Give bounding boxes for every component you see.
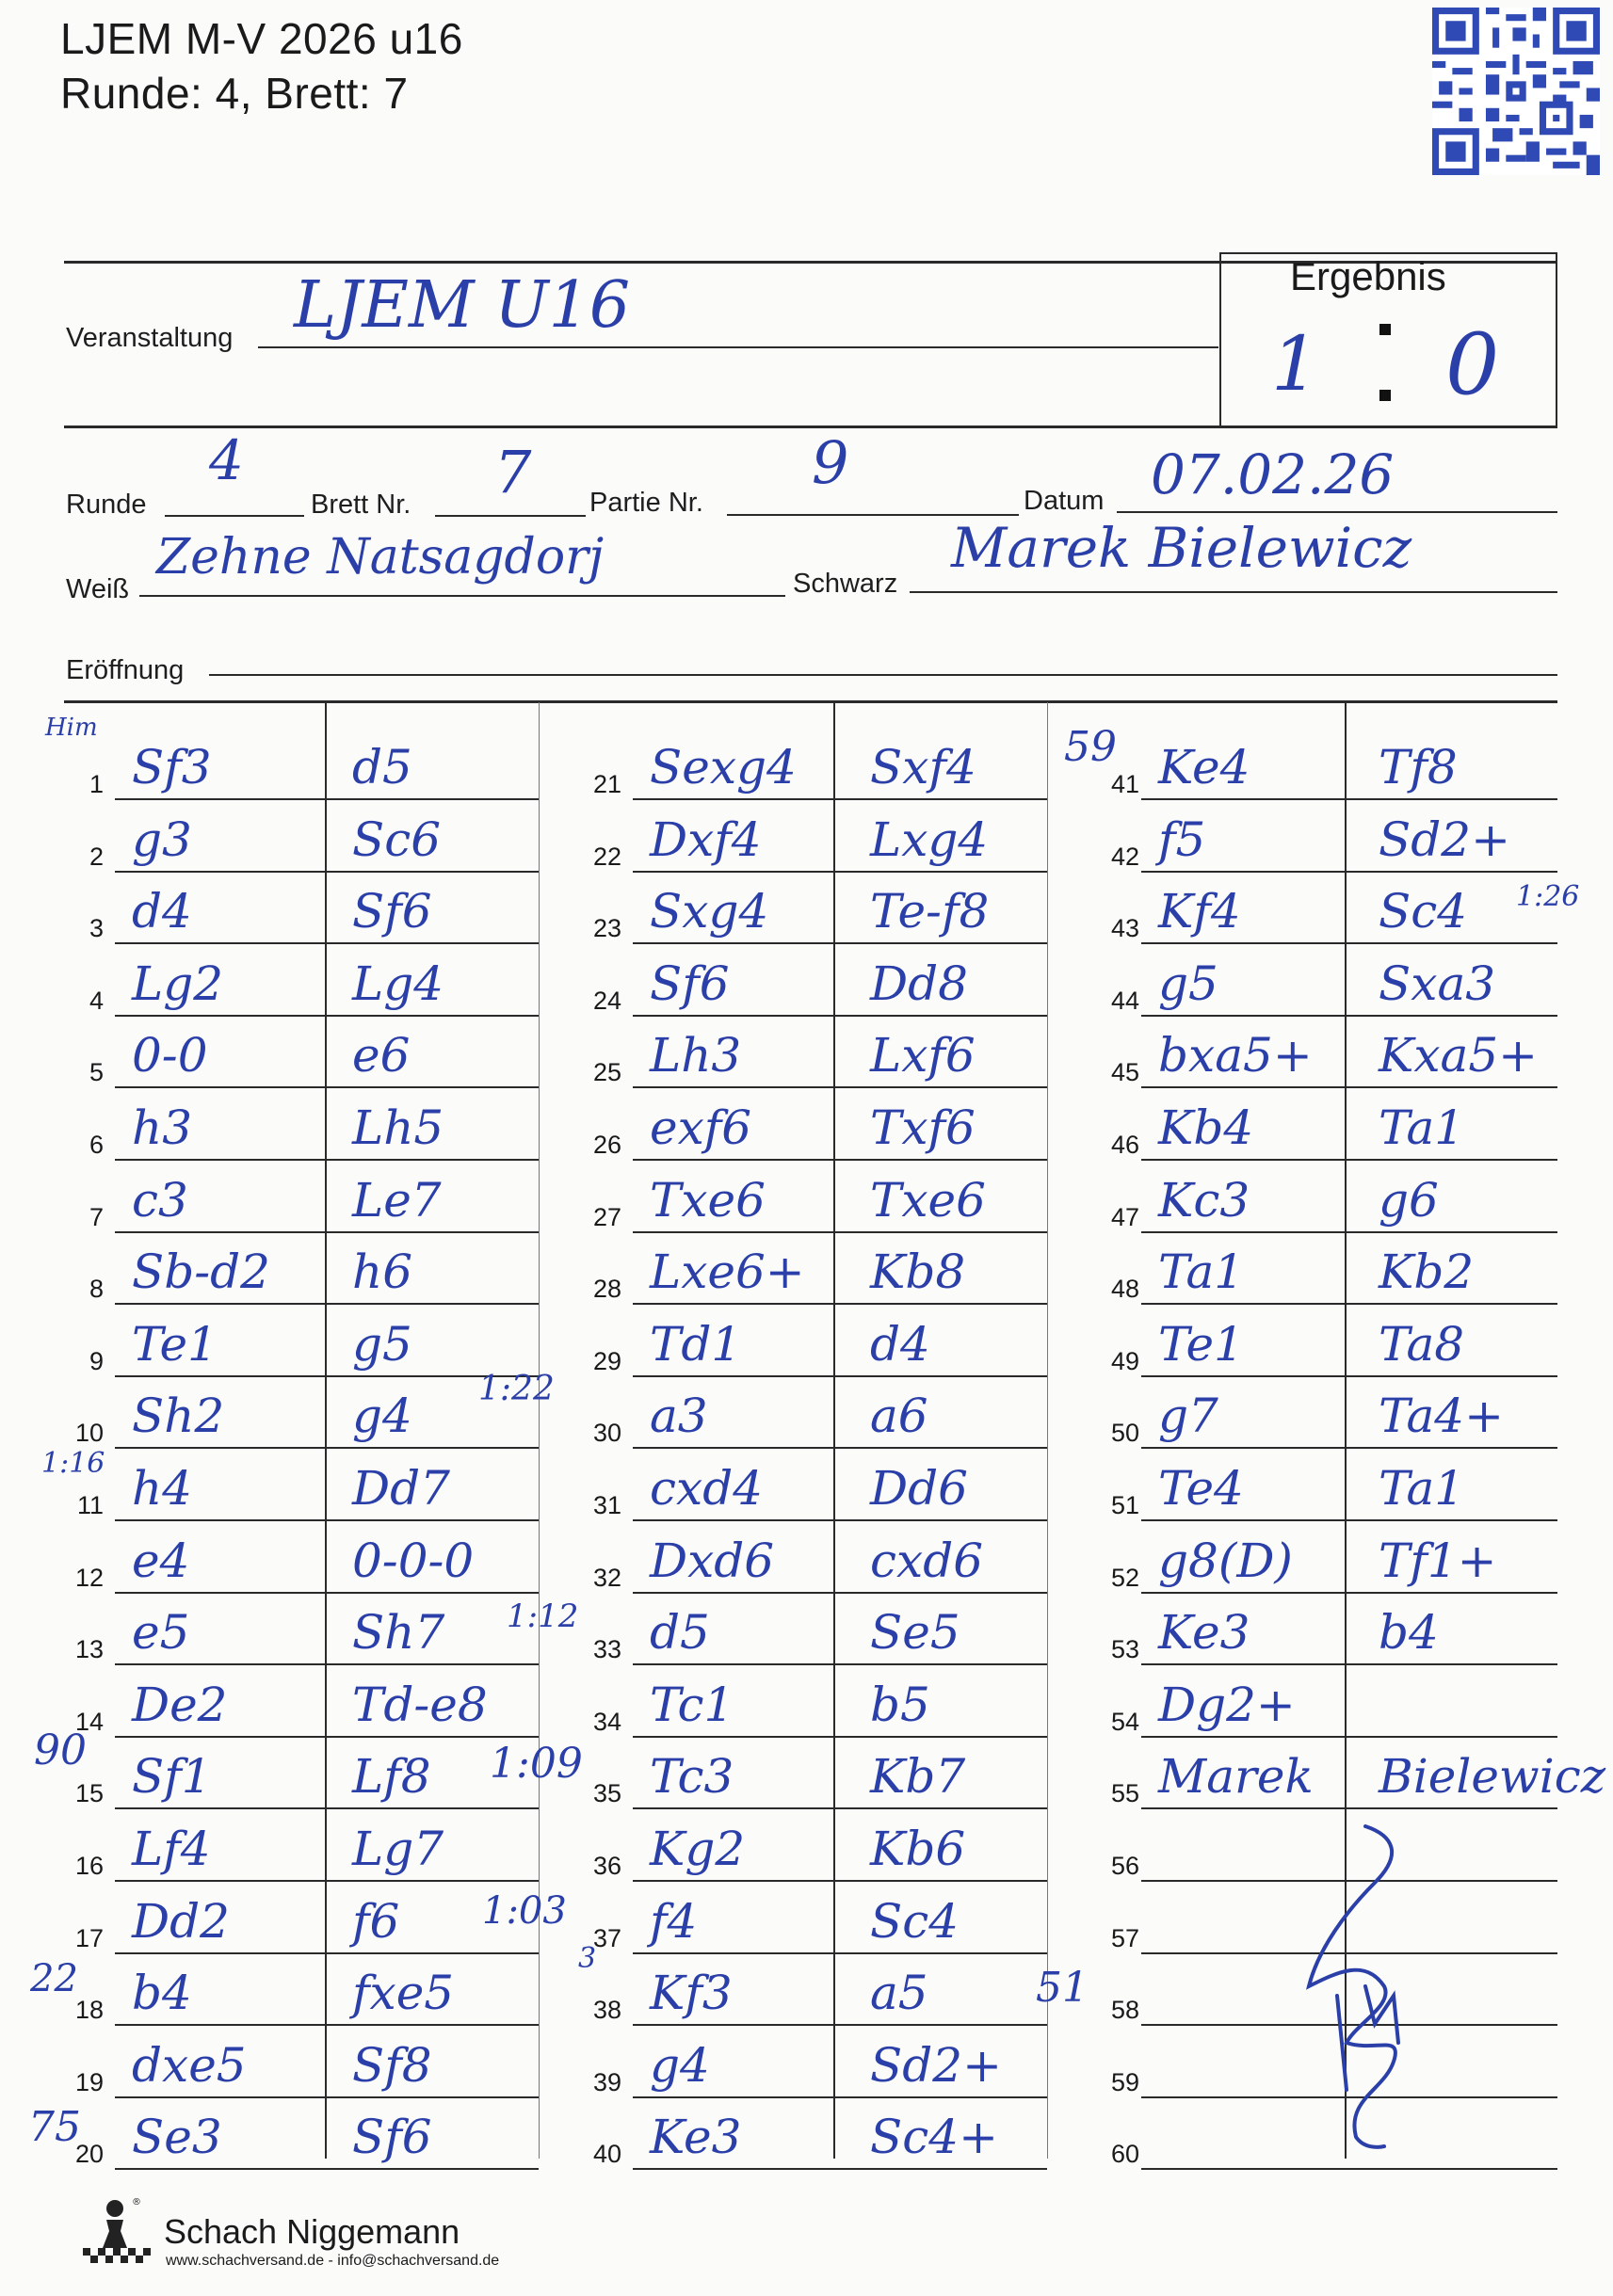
white-move: Se3 bbox=[132, 2110, 222, 2164]
move-row-line bbox=[633, 1303, 1047, 1305]
black-move: 0-0-0 bbox=[352, 1533, 475, 1588]
move-row-line bbox=[633, 1880, 1047, 1882]
white-move: Kf3 bbox=[650, 1966, 733, 2020]
date-label: Datum bbox=[1024, 486, 1105, 516]
move-row-line bbox=[115, 1519, 539, 1521]
move-number: 38 bbox=[592, 1996, 621, 2024]
move-row-line bbox=[633, 1447, 1047, 1449]
time-note-109: 1:09 bbox=[490, 1740, 583, 1788]
black-move: Ta1 bbox=[1379, 1100, 1465, 1155]
white-move: g4 bbox=[650, 2038, 710, 2093]
event-line bbox=[258, 346, 1218, 348]
black-move: Lh5 bbox=[352, 1100, 444, 1155]
move-number: 40 bbox=[592, 2140, 621, 2168]
move-number: 8 bbox=[89, 1275, 104, 1303]
time-note-51: 51 bbox=[1036, 1964, 1089, 2012]
time-note-90: 90 bbox=[34, 1726, 87, 1774]
move-number: 57 bbox=[1110, 1924, 1139, 1952]
move-row-line bbox=[115, 871, 539, 873]
black-move: Kb6 bbox=[870, 1822, 966, 1876]
white-move: e5 bbox=[132, 1605, 190, 1660]
white-move: Kb4 bbox=[1158, 1100, 1254, 1155]
white-move: Txe6 bbox=[650, 1173, 766, 1228]
black-move: e6 bbox=[352, 1028, 411, 1083]
move-row-line bbox=[633, 2024, 1047, 2026]
move-number: 19 bbox=[74, 2068, 104, 2096]
white-move: Tc3 bbox=[650, 1749, 734, 1804]
date-value: 07.02.26 bbox=[1151, 442, 1395, 506]
black-move: Td-e8 bbox=[352, 1678, 488, 1732]
white-move: g3 bbox=[132, 812, 192, 867]
white-move: exf6 bbox=[650, 1100, 752, 1155]
white-move: De2 bbox=[132, 1678, 228, 1732]
move-number: 37 bbox=[592, 1924, 621, 1952]
footer-brand: Schach Niggemann bbox=[164, 2212, 460, 2251]
result-black-score: 0 bbox=[1445, 315, 1500, 414]
move-number: 33 bbox=[592, 1635, 621, 1663]
time-note-116: 1:16 bbox=[41, 1447, 105, 1480]
black-player-name: Marek Bielewicz bbox=[951, 516, 1412, 580]
move-row-line bbox=[1141, 1663, 1557, 1665]
white-move: b4 bbox=[132, 1966, 192, 2020]
move-number: 52 bbox=[1110, 1564, 1139, 1592]
moves-table-top-rule bbox=[64, 700, 1557, 703]
black-move: Ta4+ bbox=[1379, 1389, 1504, 1443]
move-row-line bbox=[633, 1736, 1047, 1738]
black-player-line bbox=[910, 591, 1557, 593]
white-move: 0-0 bbox=[132, 1028, 208, 1083]
move-row-line bbox=[633, 942, 1047, 944]
move-number: 21 bbox=[592, 770, 621, 798]
black-move: Lxg4 bbox=[870, 812, 989, 867]
black-move: Dd8 bbox=[870, 956, 968, 1011]
opening-label: Eröffnung bbox=[66, 655, 185, 685]
white-move: Dxd6 bbox=[650, 1533, 775, 1588]
annotation-him: Him bbox=[45, 714, 98, 742]
white-move: Ke3 bbox=[650, 2110, 742, 2164]
move-row-line bbox=[633, 1086, 1047, 1088]
game-number-value: 9 bbox=[812, 428, 849, 497]
move-number: 11 bbox=[76, 1491, 104, 1519]
white-move: Lg2 bbox=[132, 956, 224, 1011]
move-number: 12 bbox=[74, 1564, 104, 1592]
time-note-3: 3 bbox=[578, 1942, 597, 1975]
black-player-label: Schwarz bbox=[793, 569, 898, 599]
black-move: Ta8 bbox=[1379, 1317, 1465, 1372]
black-move: cxd6 bbox=[870, 1533, 984, 1588]
move-number: 44 bbox=[1110, 987, 1139, 1015]
result-colon-bottom bbox=[1379, 390, 1391, 401]
white-move: Kf4 bbox=[1158, 884, 1241, 939]
event-title: LJEM M-V 2026 u16 bbox=[60, 14, 463, 63]
move-number: 59 bbox=[1110, 2068, 1139, 2096]
block-separator bbox=[539, 702, 540, 2159]
move-number: 23 bbox=[592, 914, 621, 942]
move-row-line bbox=[1141, 1159, 1557, 1161]
black-move: fxe5 bbox=[352, 1966, 455, 2020]
move-row-line bbox=[633, 1015, 1047, 1017]
white-move: h4 bbox=[132, 1461, 193, 1516]
move-number: 45 bbox=[1110, 1058, 1139, 1086]
move-row-line bbox=[115, 1159, 539, 1161]
result-colon-top bbox=[1379, 324, 1391, 335]
black-move: Sd2+ bbox=[870, 2038, 1002, 2093]
white-move: Kg2 bbox=[650, 1822, 746, 1876]
round-line bbox=[165, 515, 304, 517]
move-row-line bbox=[1141, 1015, 1557, 1017]
move-number: 30 bbox=[592, 1419, 621, 1447]
white-move: Te1 bbox=[1158, 1317, 1244, 1372]
white-move: g7 bbox=[1158, 1389, 1218, 1443]
move-number: 27 bbox=[592, 1203, 621, 1231]
black-move: b5 bbox=[870, 1678, 930, 1732]
black-move: Se5 bbox=[870, 1605, 960, 1660]
move-row-line bbox=[1141, 1375, 1557, 1377]
move-number: 7 bbox=[89, 1203, 104, 1231]
form-mid-rule bbox=[64, 425, 1557, 428]
white-move: Kc3 bbox=[1158, 1173, 1250, 1228]
move-row-line bbox=[633, 1952, 1047, 1954]
black-move: f6 bbox=[352, 1894, 400, 1949]
white-move: Sb-d2 bbox=[132, 1244, 270, 1299]
white-move: Sf6 bbox=[650, 956, 730, 1011]
move-row-line bbox=[1141, 1086, 1557, 1088]
black-move: a6 bbox=[870, 1389, 928, 1443]
move-row-line bbox=[115, 2168, 539, 2170]
white-move: g8(D) bbox=[1158, 1533, 1293, 1588]
move-number: 14 bbox=[74, 1708, 104, 1736]
white-move: Dg2+ bbox=[1158, 1678, 1296, 1732]
time-note-75: 75 bbox=[28, 2103, 81, 2151]
round-value: 4 bbox=[209, 428, 244, 492]
round-label: Runde bbox=[66, 490, 147, 520]
move-number: 16 bbox=[74, 1852, 104, 1880]
move-number: 13 bbox=[74, 1635, 104, 1663]
black-move: Sf6 bbox=[352, 884, 432, 939]
move-row-line bbox=[115, 1663, 539, 1665]
event-label: Veranstaltung bbox=[66, 323, 234, 353]
move-row-line bbox=[115, 942, 539, 944]
move-number: 34 bbox=[592, 1708, 621, 1736]
move-number: 54 bbox=[1110, 1708, 1139, 1736]
move-number: 53 bbox=[1110, 1635, 1139, 1663]
white-move: Te1 bbox=[132, 1317, 218, 1372]
move-number: 58 bbox=[1110, 1996, 1139, 2024]
move-number: 35 bbox=[592, 1779, 621, 1807]
move-number: 36 bbox=[592, 1852, 621, 1880]
move-row-line bbox=[1141, 942, 1557, 944]
move-number: 17 bbox=[74, 1924, 104, 1952]
white-move: Sf1 bbox=[132, 1749, 212, 1804]
white-move: g5 bbox=[1158, 956, 1218, 1011]
column-divider bbox=[833, 702, 835, 2159]
black-move: d4 bbox=[870, 1317, 930, 1372]
move-row-line bbox=[115, 1015, 539, 1017]
black-move: Sd2+ bbox=[1379, 812, 1510, 867]
move-row-line bbox=[633, 2096, 1047, 2098]
move-number: 24 bbox=[592, 987, 621, 1015]
move-number: 41 bbox=[1110, 770, 1139, 798]
white-move: c3 bbox=[132, 1173, 188, 1228]
move-row-line bbox=[633, 1807, 1047, 1809]
move-number: 28 bbox=[592, 1275, 621, 1303]
move-row-line bbox=[1141, 798, 1557, 800]
black-move: g5 bbox=[352, 1317, 412, 1372]
move-number: 15 bbox=[74, 1779, 104, 1807]
black-move: Tf8 bbox=[1379, 740, 1458, 795]
round-board-subtitle: Runde: 4, Brett: 7 bbox=[60, 69, 409, 118]
move-number: 29 bbox=[592, 1347, 621, 1375]
black-move: Sf8 bbox=[352, 2038, 432, 2093]
board-line bbox=[435, 515, 586, 517]
move-row-line bbox=[115, 2024, 539, 2026]
move-number: 48 bbox=[1110, 1275, 1139, 1303]
white-move: Lxe6+ bbox=[650, 1244, 805, 1299]
white-move: Te4 bbox=[1158, 1461, 1244, 1516]
black-move: Sc4+ bbox=[870, 2110, 998, 2164]
move-number: 55 bbox=[1110, 1779, 1139, 1807]
white-move: Ta1 bbox=[1158, 1244, 1245, 1299]
move-number: 1 bbox=[89, 770, 104, 798]
black-move: Sf6 bbox=[352, 2110, 432, 2164]
move-row-line bbox=[115, 2096, 539, 2098]
move-number: 3 bbox=[89, 914, 104, 942]
move-row-line bbox=[633, 1663, 1047, 1665]
move-number: 56 bbox=[1110, 1852, 1139, 1880]
opening-line bbox=[209, 674, 1557, 676]
black-move: g4 bbox=[352, 1389, 412, 1443]
white-move: Dd2 bbox=[132, 1894, 230, 1949]
move-number: 60 bbox=[1110, 2140, 1139, 2168]
black-move: Kb7 bbox=[870, 1749, 966, 1804]
white-move: Ke3 bbox=[1158, 1605, 1250, 1660]
black-move: Txe6 bbox=[870, 1173, 986, 1228]
move-row-line bbox=[633, 871, 1047, 873]
result-white-score: 1 bbox=[1271, 320, 1319, 408]
qr-code-icon bbox=[1431, 8, 1601, 175]
move-row-line bbox=[1141, 2168, 1557, 2170]
move-row-line bbox=[1141, 1231, 1557, 1233]
game-number-label: Partie Nr. bbox=[589, 488, 703, 518]
black-move: Sxf4 bbox=[870, 740, 976, 795]
white-move: f5 bbox=[1158, 812, 1206, 867]
white-move: e4 bbox=[132, 1533, 190, 1588]
move-number: 10 bbox=[74, 1419, 104, 1447]
move-number: 39 bbox=[592, 2068, 621, 2096]
white-move: Lf4 bbox=[132, 1822, 211, 1876]
black-move: Lf8 bbox=[352, 1749, 431, 1804]
black-move: Sc6 bbox=[352, 812, 442, 867]
white-player-label: Weiß bbox=[66, 574, 130, 604]
black-move: Dd6 bbox=[870, 1461, 968, 1516]
move-number: 5 bbox=[89, 1058, 104, 1086]
move-row-line bbox=[633, 798, 1047, 800]
white-move: h3 bbox=[132, 1100, 193, 1155]
move-row-line bbox=[1141, 1519, 1557, 1521]
move-row-line bbox=[115, 798, 539, 800]
white-player-line bbox=[139, 595, 785, 597]
move-number: 25 bbox=[592, 1058, 621, 1086]
black-move: g6 bbox=[1379, 1173, 1439, 1228]
white-move: Sxg4 bbox=[650, 884, 769, 939]
black-move: Ta1 bbox=[1379, 1461, 1465, 1516]
black-move: Te-f8 bbox=[870, 884, 990, 939]
black-move: Tf1+ bbox=[1379, 1533, 1497, 1588]
signature-scribble bbox=[1243, 1807, 1488, 2165]
time-note-112: 1:12 bbox=[507, 1598, 579, 1635]
move-row-line bbox=[1141, 871, 1557, 873]
move-number: 2 bbox=[89, 843, 104, 871]
move-number: 43 bbox=[1110, 914, 1139, 942]
move-row-line bbox=[115, 1592, 539, 1594]
move-number: 31 bbox=[592, 1491, 621, 1519]
move-number: 51 bbox=[1110, 1491, 1139, 1519]
move-number: 32 bbox=[592, 1564, 621, 1592]
white-move: d4 bbox=[132, 884, 192, 939]
move-number: 22 bbox=[592, 843, 621, 871]
white-move: bxa5+ bbox=[1158, 1028, 1313, 1083]
white-move: Lh3 bbox=[650, 1028, 742, 1083]
move-number: 26 bbox=[592, 1131, 621, 1159]
move-number: 6 bbox=[89, 1131, 104, 1159]
black-move: Lxf6 bbox=[870, 1028, 976, 1083]
move-row-line bbox=[633, 2168, 1047, 2170]
event-value: LJEM U16 bbox=[294, 268, 631, 343]
white-move: Tc1 bbox=[650, 1678, 734, 1732]
black-move: Sh7 bbox=[352, 1605, 445, 1660]
white-move: Ke4 bbox=[1158, 740, 1250, 795]
black-move: a5 bbox=[870, 1966, 928, 2020]
move-number: 50 bbox=[1110, 1419, 1139, 1447]
move-row-line bbox=[633, 1375, 1047, 1377]
move-row-line bbox=[633, 1519, 1047, 1521]
move-number: 9 bbox=[89, 1347, 104, 1375]
move-row-line bbox=[115, 1086, 539, 1088]
move-row-line bbox=[115, 1807, 539, 1809]
move-row-line bbox=[1141, 1303, 1557, 1305]
black-move: Kxa5+ bbox=[1379, 1028, 1539, 1083]
block-separator bbox=[1047, 702, 1048, 2159]
move-row-line bbox=[115, 1447, 539, 1449]
time-note-126: 1:26 bbox=[1516, 880, 1580, 913]
result-box-right-border bbox=[1556, 252, 1557, 427]
black-move: h6 bbox=[352, 1244, 413, 1299]
black-move: Dd7 bbox=[352, 1461, 450, 1516]
move-row-line bbox=[633, 1231, 1047, 1233]
time-note-22: 22 bbox=[30, 1957, 78, 2000]
column-divider bbox=[325, 702, 327, 2159]
move-number: 46 bbox=[1110, 1131, 1139, 1159]
white-move: cxd4 bbox=[650, 1461, 764, 1516]
white-move: Dxf4 bbox=[650, 812, 762, 867]
white-player-name: Zehne Natsagdorj bbox=[156, 529, 605, 586]
black-move: Le7 bbox=[352, 1173, 442, 1228]
white-move: a3 bbox=[650, 1389, 708, 1443]
move-row-line bbox=[115, 1303, 539, 1305]
move-row-line bbox=[1141, 1592, 1557, 1594]
chess-pawn-logo-icon bbox=[77, 2193, 153, 2269]
move-row-line bbox=[633, 1159, 1047, 1161]
black-move: Bielewicz bbox=[1379, 1749, 1606, 1804]
move-number: 20 bbox=[74, 2140, 104, 2168]
black-move: Sc4 bbox=[870, 1894, 960, 1949]
white-move: Td1 bbox=[650, 1317, 742, 1372]
white-move: Sf3 bbox=[132, 740, 212, 795]
time-note-103: 1:03 bbox=[482, 1889, 567, 1933]
black-move: Kb8 bbox=[870, 1244, 966, 1299]
black-move: b4 bbox=[1379, 1605, 1439, 1660]
result-label: Ergebnis bbox=[1290, 254, 1446, 298]
black-move: d5 bbox=[352, 740, 412, 795]
board-label: Brett Nr. bbox=[311, 490, 411, 520]
move-row-line bbox=[115, 1231, 539, 1233]
move-row-line bbox=[115, 1952, 539, 1954]
date-line bbox=[1117, 511, 1557, 513]
white-move: dxe5 bbox=[132, 2038, 247, 2093]
white-move: f4 bbox=[650, 1894, 698, 1949]
white-move: Marek bbox=[1158, 1749, 1314, 1804]
move-number: 47 bbox=[1110, 1203, 1139, 1231]
time-note-59: 59 bbox=[1064, 723, 1117, 771]
move-row-line bbox=[1141, 1736, 1557, 1738]
black-move: Sxa3 bbox=[1379, 956, 1496, 1011]
white-move: d5 bbox=[650, 1605, 710, 1660]
white-move: Sexg4 bbox=[650, 740, 797, 795]
black-move: Lg7 bbox=[352, 1822, 444, 1876]
move-row-line bbox=[115, 1736, 539, 1738]
svg-text:®: ® bbox=[132, 2197, 141, 2208]
black-move: Kb2 bbox=[1379, 1244, 1475, 1299]
black-move: Txf6 bbox=[870, 1100, 976, 1155]
move-row-line bbox=[115, 1880, 539, 1882]
move-number: 49 bbox=[1110, 1347, 1139, 1375]
footer-contact: www.schachversand.de - info@schachversand.de bbox=[166, 2253, 500, 2269]
move-number: 18 bbox=[74, 1996, 104, 2024]
move-number: 42 bbox=[1110, 843, 1139, 871]
move-row-line bbox=[115, 1375, 539, 1377]
board-value: 7 bbox=[494, 438, 532, 506]
time-note-122: 1:22 bbox=[478, 1370, 555, 1408]
move-number: 4 bbox=[89, 987, 104, 1015]
result-box-left-border bbox=[1219, 254, 1221, 427]
move-row-line bbox=[633, 1592, 1047, 1594]
black-move: Lg4 bbox=[352, 956, 444, 1011]
black-move: Sc4 bbox=[1379, 884, 1468, 939]
move-row-line bbox=[1141, 1447, 1557, 1449]
white-move: Sh2 bbox=[132, 1389, 225, 1443]
